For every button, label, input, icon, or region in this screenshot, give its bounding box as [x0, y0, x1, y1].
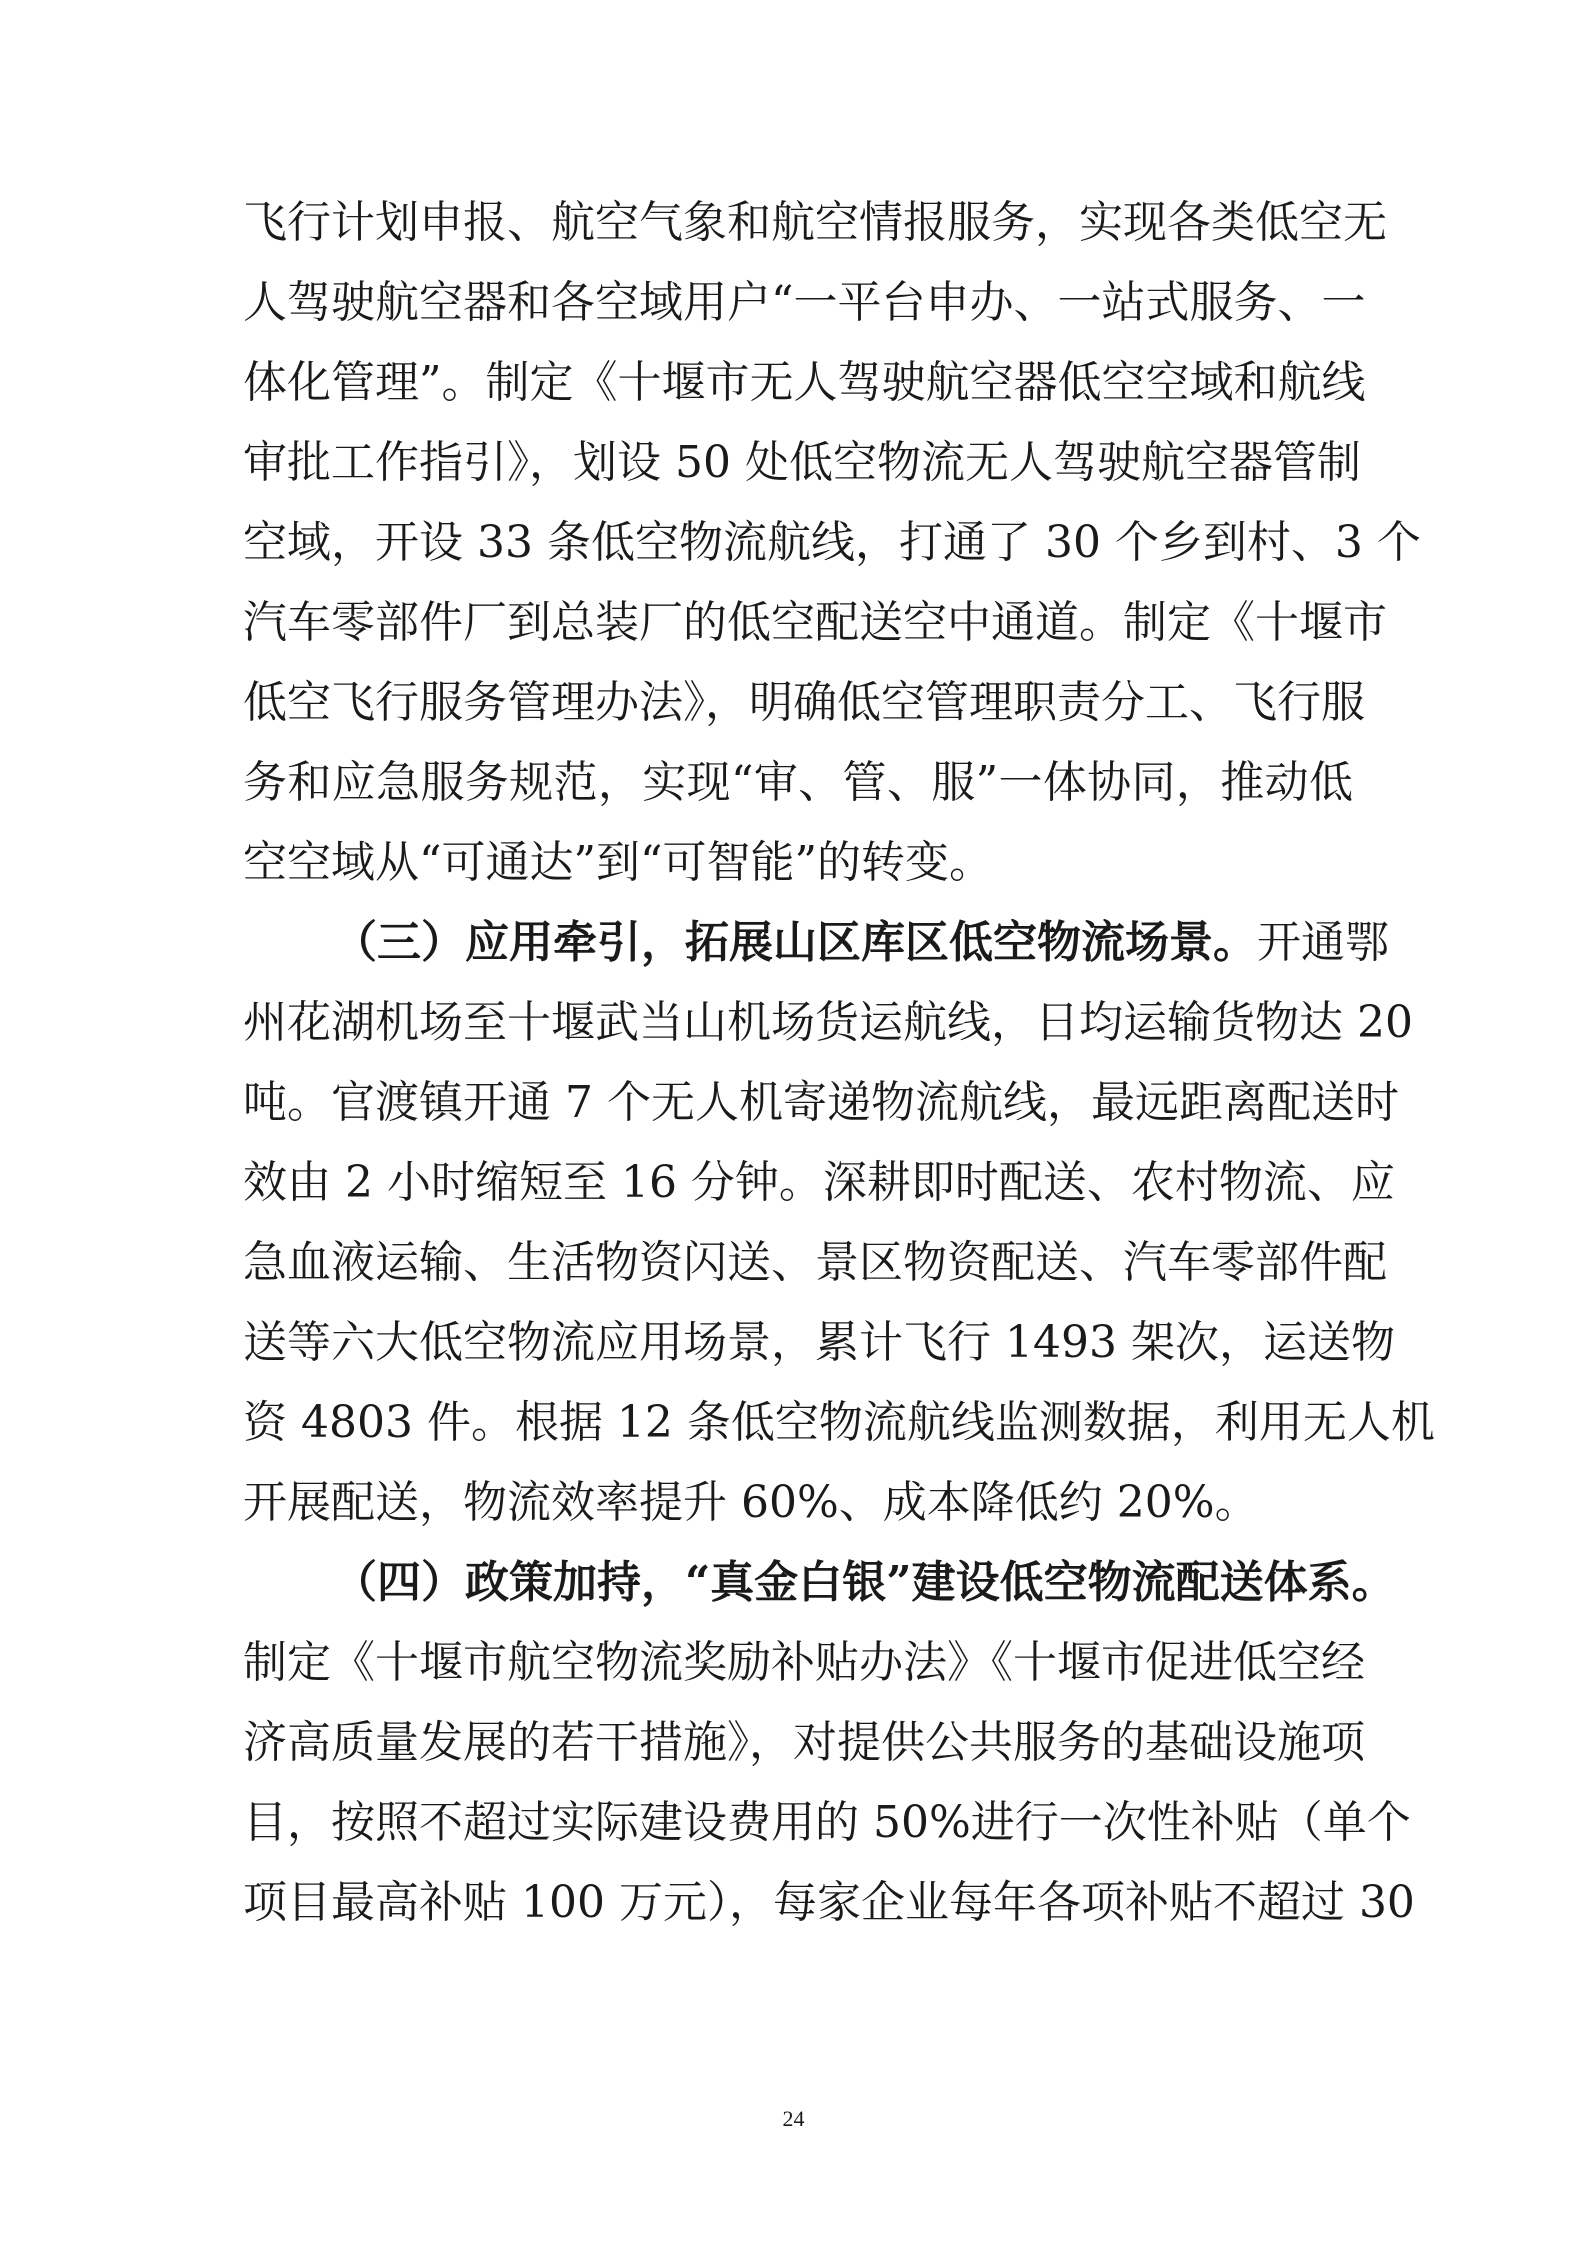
body-text-line: 飞行计划申报、航空气象和航空情报服务，实现各类低空无: [243, 197, 1387, 248]
body-text-line: 吨。官渡镇开通 7 个无人机寄递物流航线，最远距离配送时: [243, 1077, 1399, 1128]
body-text-line: 务和应急服务规范，实现“审、管、服”一体协同，推动低: [243, 757, 1353, 808]
body-text-line: 州花湖机场至十堰武当山机场货运航线，日均运输货物达 20: [243, 997, 1413, 1048]
body-text-line: 急血液运输、生活物资闪送、景区物资配送、汽车零部件配: [243, 1237, 1387, 1288]
body-text-line: 资 4803 件。根据 12 条低空物流航线监测数据，利用无人机: [243, 1397, 1435, 1448]
body-text-line: 汽车零部件厂到总装厂的低空配送空中通道。制定《十堰市: [243, 597, 1387, 648]
section-heading: （四）政策加持，“真金白银”建设低空物流配送体系。: [333, 1557, 1396, 1608]
body-text-line: 空空域从“可通达”到“可智能”的转变。: [243, 837, 993, 888]
page-number: 24: [782, 2106, 805, 2131]
body-text-line: 制定《十堰市航空物流奖励补贴办法》《十堰市促进低空经: [243, 1637, 1365, 1688]
body-text-line: 开展配送，物流效率提升 60%、成本降低约 20%。: [243, 1477, 1259, 1528]
section-heading: （三）应用牵引，拓展山区库区低空物流场景。: [333, 917, 1257, 968]
body-text-line: 体化管理”。制定《十堰市无人驾驶航空器低空空域和航线: [243, 357, 1366, 408]
body-text-line: 送等六大低空物流应用场景，累计飞行 1493 架次，运送物: [243, 1317, 1395, 1368]
body-text-line: 项目最高补贴 100 万元），每家企业每年各项补贴不超过 30: [243, 1877, 1415, 1928]
section-heading-line: [333, 915, 1389, 971]
body-text-line: 人驾驶航空器和各空域用户“一平台申办、一站式服务、一: [243, 277, 1366, 328]
body-text-line: 目，按照不超过实际建设费用的 50%进行一次性补贴（单个: [243, 1797, 1411, 1848]
body-text-line: 低空飞行服务管理办法》，明确低空管理职责分工、飞行服: [243, 677, 1365, 728]
body-text-line: 空域，开设 33 条低空物流航线，打通了 30 个乡到村、3 个: [243, 517, 1421, 568]
heading-trailing-text: 开通鄂: [1257, 917, 1389, 968]
body-text-line: 审批工作指引》，划设 50 处低空物流无人驾驶航空器管制: [243, 437, 1361, 488]
body-text-line: 济高质量发展的若干措施》，对提供公共服务的基础设施项: [243, 1717, 1365, 1768]
body-text-line: 效由 2 小时缩短至 16 分钟。深耕即时配送、农村物流、应: [243, 1157, 1395, 1208]
